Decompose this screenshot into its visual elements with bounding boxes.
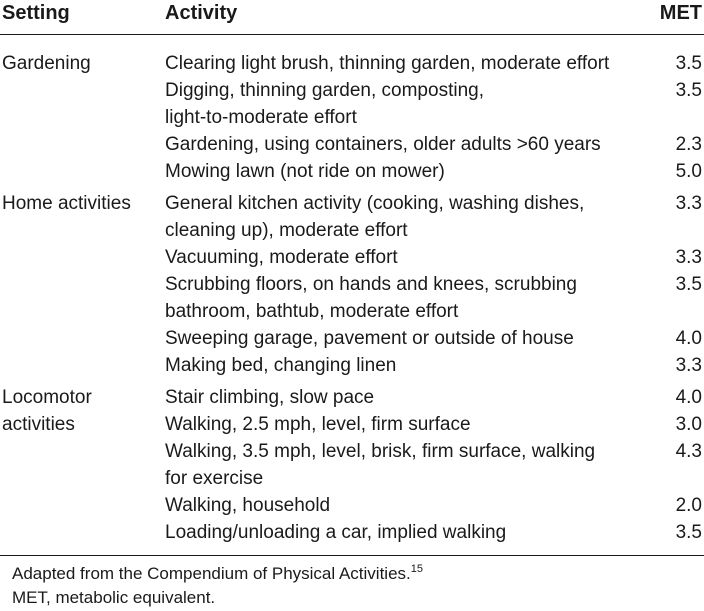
activity-line: Making bed, changing linen xyxy=(165,355,397,376)
met-cell: 5.0 xyxy=(675,161,702,182)
setting-label-line: Locomotor xyxy=(2,387,92,408)
activity-line: Stair climbing, slow pace xyxy=(165,387,375,408)
met-cell: 2.0 xyxy=(675,495,702,516)
activity-rows xyxy=(165,190,704,379)
activity-line: Loading/unloading a car, implied walking xyxy=(165,522,507,543)
activity-line: Clearing light brush, thinning garden, moderate effort xyxy=(165,53,610,74)
activity-cell xyxy=(165,131,635,158)
table-row xyxy=(165,77,704,131)
activity-cell xyxy=(165,352,635,379)
activity-cell xyxy=(165,519,635,546)
met-cell: 3.5 xyxy=(675,80,702,101)
table-row xyxy=(165,411,704,438)
met-cell: 4.0 xyxy=(675,387,702,408)
table-row xyxy=(165,492,704,519)
activity-cell xyxy=(165,50,635,77)
activity-line: Sweeping garage, pavement or outside of house xyxy=(165,328,574,349)
activity-cell xyxy=(165,384,635,411)
footer-rule xyxy=(0,555,704,556)
met-cell: 4.0 xyxy=(675,328,702,349)
activity-cell xyxy=(165,438,635,492)
header-met: MET xyxy=(659,2,702,24)
activity-cell xyxy=(165,325,635,352)
met-cell: 3.0 xyxy=(675,414,702,435)
table-row xyxy=(165,131,704,158)
header-activity: Activity xyxy=(165,2,238,24)
activity-line: Mowing lawn (not ride on mower) xyxy=(165,161,445,182)
activity-line: Digging, thinning garden, composting, xyxy=(165,80,484,101)
activity-cell xyxy=(165,158,635,185)
header-setting: Setting xyxy=(2,2,70,24)
table-row xyxy=(165,438,704,492)
setting-label: Home activities xyxy=(2,193,131,214)
header-rule xyxy=(0,34,704,35)
table-row xyxy=(165,158,704,185)
activity-line: Gardening, using containers, older adults >60 years xyxy=(165,134,601,155)
abbreviation-note: MET, metabolic equivalent. xyxy=(12,588,216,607)
activity-line: Walking, 2.5 mph, level, firm surface xyxy=(165,414,471,435)
table-row xyxy=(165,244,704,271)
activity-cell xyxy=(165,271,635,325)
met-cell: 2.3 xyxy=(675,134,702,155)
table-row xyxy=(165,325,704,352)
activity-line: Walking, household xyxy=(165,495,331,516)
activity-line: Scrubbing floors, on hands and knees, scrubbing xyxy=(165,274,577,295)
table-row xyxy=(165,519,704,546)
activity-line: for exercise xyxy=(165,468,264,489)
met-cell: 3.3 xyxy=(675,355,702,376)
activity-line: bathroom, bathtub, moderate effort xyxy=(165,301,459,322)
table-row xyxy=(165,271,704,325)
activity-cell xyxy=(165,190,635,244)
met-cell: 4.3 xyxy=(675,441,702,462)
met-cell: 3.3 xyxy=(675,193,702,214)
activity-cell xyxy=(165,411,635,438)
table-row xyxy=(165,352,704,379)
met-cell: 3.5 xyxy=(675,522,702,543)
table-row xyxy=(165,384,704,411)
table-row xyxy=(165,50,704,77)
activity-rows xyxy=(165,50,704,185)
activity-cell xyxy=(165,244,635,271)
activity-cell xyxy=(165,77,635,131)
table-row xyxy=(165,190,704,244)
activity-rows xyxy=(165,384,704,546)
activity-cell xyxy=(165,492,635,519)
activity-line: General kitchen activity (cooking, washing dishes, xyxy=(165,193,585,214)
met-cell: 3.5 xyxy=(675,53,702,74)
source-note: Adapted from the Compendium of Physical Activities.$^{15}$ xyxy=(12,563,423,583)
footnote-ref: 15 xyxy=(410,563,423,575)
activity-line: cleaning up), moderate effort xyxy=(165,220,408,241)
setting-label-line: activities xyxy=(2,414,75,435)
met-cell: 3.3 xyxy=(675,247,702,268)
activity-line: Walking, 3.5 mph, level, brisk, firm surface, walking xyxy=(165,441,596,462)
setting-label xyxy=(2,384,162,438)
activity-line: Vacuuming, moderate effort xyxy=(165,247,398,268)
setting-label: Gardening xyxy=(2,53,91,74)
met-cell: 3.5 xyxy=(675,274,702,295)
activity-line: light-to-moderate effort xyxy=(165,107,357,128)
table-notes xyxy=(12,562,423,610)
